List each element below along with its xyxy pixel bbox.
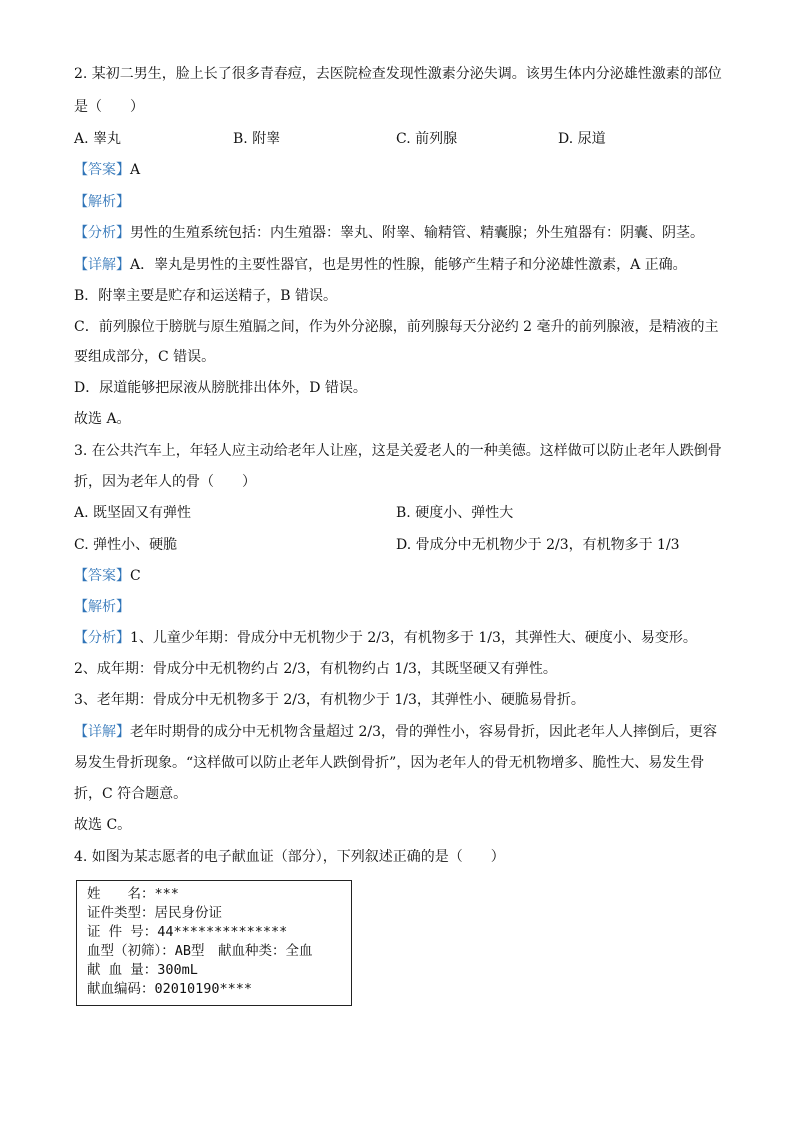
answer-tag: 【答案】 (74, 568, 130, 584)
q2-option-c: C. 前列腺 (396, 131, 458, 147)
q3-option-a: A. 既坚固又有弹性 (74, 505, 192, 521)
answer-tag: 【答案】 (74, 162, 130, 178)
q3-stem-line1: 3. 在公共汽车上，年轻人应主动给老年人让座，这是关爱老人的一种美德。这样做可以防止老年人跌倒骨 (74, 443, 722, 459)
xiangjie-text: A．睾丸是男性的主要性器官，也是男性的性腺，能够产生精子和分泌雄性激素，A 正确。 (130, 257, 687, 273)
q2-explain-d: D．尿道能够把尿液从膀胱排出体外，D 错误。 (74, 380, 367, 396)
q2-explain-c2: 要组成部分，C 错误。 (74, 349, 216, 365)
answer-value: A (130, 162, 141, 178)
q2-answer-line (74, 160, 140, 180)
q3-conclusion: 故选 C。 (74, 817, 132, 833)
fenxi-tag: 【分析】 (74, 225, 130, 241)
q2-conclusion: 故选 A。 (74, 411, 131, 427)
analysis-tag: 【解析】 (74, 194, 130, 210)
q2-stem-line2: 是（ ） (74, 99, 144, 115)
q3-option-c: C. 弹性小、硬脆 (74, 537, 178, 553)
fenxi-text: 男性的生殖系统包括：内生殖器：睾丸、附睾、输精管、精囊腺；外生殖器有：阴囊、阴茎。 (130, 225, 704, 241)
q2-stem-line1: 2. 某初二男生，脸上长了很多青春痘，去医院检查发现性激素分泌失调。该男生体内分泌雄性激素的部位 (74, 66, 722, 82)
card-name: 姓 名：*** (87, 886, 179, 902)
q2-fenxi-line (74, 223, 704, 243)
card-id-number: 证 件 号：44************** (87, 924, 288, 940)
q3-xiangjie-line2: 易发生骨折现象。“这样做可以防止老年人跌倒骨折”，因为老年人的骨无机物增多、脆性大、易发生骨 (74, 755, 705, 771)
xiangjie-text: 老年时期骨的成分中无机物含量超过 2/3，骨的弹性小，容易骨折，因此老年人人摔倒后，更容 (130, 724, 717, 740)
q3-stem-line2: 折，因为老年人的骨（ ） (74, 474, 256, 490)
q4-stem: 4. 如图为某志愿者的电子献血证（部分），下列叙述正确的是（ ） (74, 849, 505, 865)
q3-analysis-line (74, 597, 130, 617)
q3-explain-3: 3、老年期：骨成分中无机物多于 2/3，有机物少于 1/3，其弹性小、硬脆易骨折。 (74, 692, 585, 708)
q3-xiangjie-line (74, 722, 717, 742)
q2-xiangjie-line (74, 255, 687, 275)
answer-value: C (130, 568, 141, 584)
q3-answer-line (74, 566, 141, 586)
fenxi-tag: 【分析】 (74, 630, 130, 646)
card-blood-type: 血型（初筛）：AB型 献血种类：全血 (87, 943, 313, 959)
blood-donation-card (76, 880, 352, 1006)
card-code: 献血编码：02010190**** (87, 981, 253, 997)
xiangjie-tag: 【详解】 (74, 257, 130, 273)
xiangjie-tag: 【详解】 (74, 724, 130, 740)
fenxi-text: 1、儿童少年期：骨成分中无机物少于 2/3，有机物多于 1/3，其弹性大、硬度小、易变形。 (130, 630, 697, 646)
card-id-type: 证件类型：居民身份证 (87, 905, 222, 921)
q3-xiangjie-line3: 折，C 符合题意。 (74, 786, 188, 802)
card-volume: 献 血 量：300mL (87, 962, 198, 978)
q2-option-b: B. 附睾 (233, 131, 281, 147)
q2-option-a: A. 睾丸 (74, 131, 122, 147)
q3-explain-2: 2、成年期：骨成分中无机物约占 2/3，有机物约占 1/3，其既坚硬又有弹性。 (74, 661, 557, 677)
q3-option-d: D. 骨成分中无机物少于 2/3，有机物多于 1/3 (396, 537, 680, 553)
q2-explain-c1: C．前列腺位于膀胱与原生殖膈之间，作为外分泌腺，前列腺每天分泌约 2 毫升的前列腺液，是精液的主 (74, 319, 719, 335)
analysis-tag: 【解析】 (74, 599, 130, 615)
q2-analysis-line (74, 192, 130, 212)
q2-option-d: D. 尿道 (558, 131, 606, 147)
q2-explain-b: B．附睾主要是贮存和运送精子，B 错误。 (74, 288, 338, 304)
q3-option-b: B. 硬度小、弹性大 (396, 505, 514, 521)
q3-fenxi-line (74, 628, 697, 648)
